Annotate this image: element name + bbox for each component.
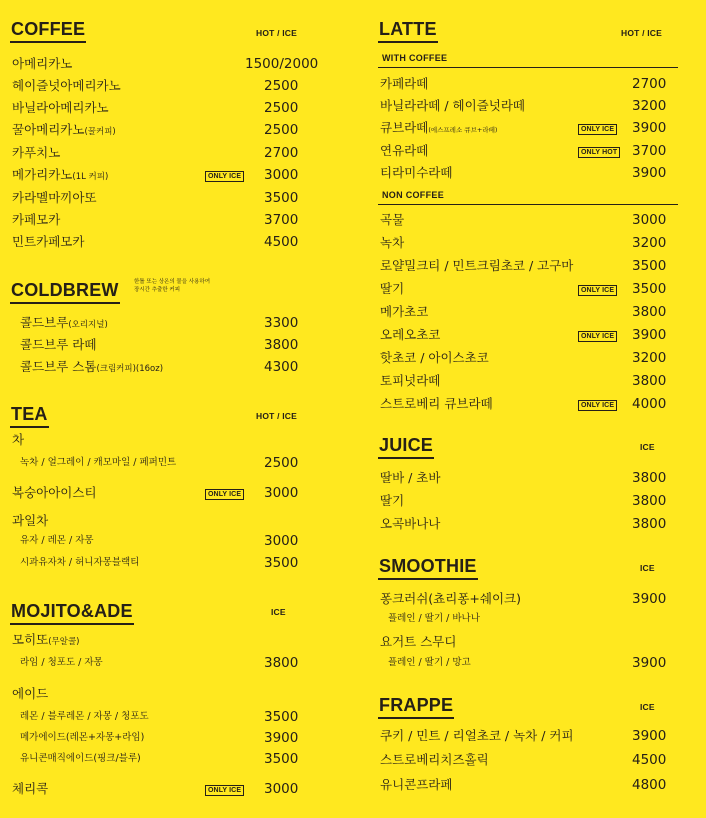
latte-temp-note: HOT / ICE xyxy=(621,28,662,38)
menu-item-price: 2700 xyxy=(264,145,299,161)
menu-item-name: 곡물 xyxy=(380,212,405,227)
menu-item-name: 바닐라라떼 / 헤이즐넛라떼 xyxy=(380,98,525,113)
tea-temp-note: HOT / ICE xyxy=(256,411,297,421)
menu-item-name: 토피넛라떼 xyxy=(380,373,441,388)
menu-item-name: 카페라떼 xyxy=(380,76,429,91)
menu-item-price: 3900 xyxy=(632,591,667,607)
menu-item-sub: 유니콘매직에이드(핑크/블루) xyxy=(20,753,141,764)
menu-item-name: 콜드브루 라떼 xyxy=(20,337,97,352)
menu-item-price: 2500 xyxy=(264,100,299,116)
menu-item-name: 오곡바나나 xyxy=(380,516,441,531)
only-ice-badge: ONLY ICE xyxy=(578,400,617,411)
menu-item-name: 핫초코 / 아이스초코 xyxy=(380,350,489,365)
menu-item-price: 3300 xyxy=(264,315,299,331)
section-title-latte: LATTE xyxy=(378,18,438,43)
menu-item-price: 3800 xyxy=(632,470,667,486)
only-ice-badge: ONLY ICE xyxy=(205,489,244,500)
only-ice-badge: ONLY ICE xyxy=(578,331,617,342)
menu-item-price: 3800 xyxy=(632,373,667,389)
menu-item-name: 체리콕 xyxy=(12,781,49,796)
mojito-temp-note: ICE xyxy=(271,607,286,617)
menu-item-name: 딸바 / 초바 xyxy=(380,470,441,485)
menu-item-price: 3900 xyxy=(632,120,667,136)
menu-item-name: 연유라떼 xyxy=(380,143,429,158)
menu-item-price: 4000 xyxy=(632,396,667,412)
menu-item-name: 헤이즐넛아메리카노 xyxy=(12,78,121,93)
menu-item-price: 3000 xyxy=(264,485,299,501)
coffee-temp-note: HOT / ICE xyxy=(256,28,297,38)
menu-item-price: 3500 xyxy=(264,555,299,571)
sub-header-non-coffee: NON COFFEE xyxy=(382,190,445,200)
menu-item-sub: 레몬 / 블루레몬 / 자몽 / 청포도 xyxy=(20,711,149,722)
menu-item-price: 3900 xyxy=(632,165,667,181)
only-ice-badge: ONLY ICE xyxy=(205,171,244,182)
menu-item-name: 과일차 xyxy=(12,513,49,528)
section-title-coffee: COFFEE xyxy=(10,18,86,43)
menu-item-sub: 플레인 / 딸기 / 바나나 xyxy=(388,613,480,624)
section-title-mojito-ade: MOJITO&ADE xyxy=(10,600,134,625)
menu-item-name: 요거트 스무디 xyxy=(380,634,457,649)
menu-item-price: 3000 xyxy=(264,781,299,797)
menu-item-price: 3500 xyxy=(264,751,299,767)
menu-item-name: 티라미수라떼 xyxy=(380,165,453,180)
menu-item-price: 3800 xyxy=(632,493,667,509)
menu-item-price: 3900 xyxy=(264,730,299,746)
menu-item-price: 3700 xyxy=(264,212,299,228)
menu-item-name: 퐁크러쉬(쵸리퐁+쉐이크) xyxy=(380,591,521,606)
only-ice-badge: ONLY ICE xyxy=(578,285,617,296)
menu-item-price: 2700 xyxy=(632,76,667,92)
menu-item-name: 바닐라아메리카노 xyxy=(12,100,109,115)
divider xyxy=(378,67,678,68)
coldbrew-caption-line-1: 한톨 또는 상온의 물을 사용하여 xyxy=(134,279,211,285)
menu-item-name: 녹차 xyxy=(380,235,405,250)
menu-item-price: 3900 xyxy=(632,655,667,671)
menu-item-name: 큐브라떼(에스프레소 큐브+라떼) xyxy=(380,120,498,135)
menu-item-name: 꿀아메리카노(꿀커피) xyxy=(12,122,116,137)
menu-item-price: 2500 xyxy=(264,78,299,94)
menu-item-name: 오레오초코 xyxy=(380,327,441,342)
menu-item-name: 민트카페모카 xyxy=(12,234,85,249)
menu-item-price: 1500/2000 xyxy=(245,56,319,72)
only-hot-badge: ONLY HOT xyxy=(578,147,620,158)
menu-item-name: 메가초코 xyxy=(380,304,429,319)
section-title-tea: TEA xyxy=(10,403,49,428)
menu-item-price: 3800 xyxy=(632,516,667,532)
only-ice-badge: ONLY ICE xyxy=(578,124,617,135)
section-title-juice: JUICE xyxy=(378,434,434,459)
menu-item-name: 카푸치노 xyxy=(12,145,61,160)
menu-item-price: 3000 xyxy=(264,533,299,549)
menu-item-price: 3900 xyxy=(632,327,667,343)
menu-item-sub: 라임 / 청포도 / 자몽 xyxy=(20,657,103,668)
menu-item-name: 카라멜마끼아또 xyxy=(12,190,97,205)
menu-item-price: 4800 xyxy=(632,777,667,793)
menu-item-sub: 메가에이드(레몬+자몽+라임) xyxy=(20,732,145,743)
menu-item-name: 콜드브루(오리지널) xyxy=(20,315,108,330)
menu-item-price: 4500 xyxy=(632,752,667,768)
menu-item-price: 3800 xyxy=(632,304,667,320)
menu-item-name: 아메리카노 xyxy=(12,56,73,71)
section-title-smoothie: SMOOTHIE xyxy=(378,555,478,580)
menu-item-name: 유니콘프라페 xyxy=(380,777,453,792)
divider xyxy=(378,204,678,205)
menu-item-sub: 시과유자차 / 허니자몽블랙티 xyxy=(20,557,140,568)
menu-item-price: 3200 xyxy=(632,98,667,114)
menu-item-price: 3200 xyxy=(632,235,667,251)
menu-item-name: 에이드 xyxy=(12,686,49,701)
menu-item-price: 3200 xyxy=(632,350,667,366)
coldbrew-caption-line-2: 장시간 추출한 커피 xyxy=(134,287,181,293)
section-title-frappe: FRAPPE xyxy=(378,694,454,719)
menu-item-price: 3500 xyxy=(264,190,299,206)
menu-item-name: 모히또(무알콜) xyxy=(12,632,80,647)
menu-item-price: 4300 xyxy=(264,359,299,375)
menu-item-price: 3500 xyxy=(632,281,667,297)
menu-item-sub: 플레인 / 딸기 / 망고 xyxy=(388,657,471,668)
menu-item-price: 3000 xyxy=(632,212,667,228)
menu-item-name: 로얄밀크티 / 민트크림초코 / 고구마 xyxy=(380,258,574,273)
menu-item-name: 차 xyxy=(12,432,25,447)
menu-item-price: 3500 xyxy=(264,709,299,725)
section-title-coldbrew: COLDBREW xyxy=(10,279,120,304)
menu-item-name: 딸기 xyxy=(380,281,405,296)
menu-item-price: 3500 xyxy=(632,258,667,274)
frappe-temp-note: ICE xyxy=(640,702,655,712)
menu-item-sub: 녹차 / 얼그레이 / 캐모마일 / 페퍼민트 xyxy=(20,457,177,468)
menu-item-name: 복숭아아이스티 xyxy=(12,485,97,500)
menu-item-name: 딸기 xyxy=(380,493,405,508)
menu-item-price: 3000 xyxy=(264,167,299,183)
menu-item-price: 3900 xyxy=(632,728,667,744)
menu-item-name: 쿠키 / 민트 / 리얼초코 / 녹차 / 커피 xyxy=(380,728,574,743)
sub-header-with-coffee: WITH COFFEE xyxy=(382,53,448,63)
menu-item-name: 스트로베리 큐브라떼 xyxy=(380,396,493,411)
menu-item-name: 메가리카노(1L 커피) xyxy=(12,167,109,182)
menu-item-price: 3800 xyxy=(264,337,299,353)
only-ice-badge: ONLY ICE xyxy=(205,785,244,796)
menu-item-name: 스트로베리치즈홀릭 xyxy=(380,752,489,767)
menu-item-price: 2500 xyxy=(264,122,299,138)
menu-item-sub: 유자 / 레몬 / 자몽 xyxy=(20,535,94,546)
menu-item-name: 카페모카 xyxy=(12,212,61,227)
menu-item-price: 3800 xyxy=(264,655,299,671)
smoothie-temp-note: ICE xyxy=(640,563,655,573)
menu-item-name: 콜드브루 스톰(크림커피)(16oz) xyxy=(20,359,164,374)
juice-temp-note: ICE xyxy=(640,442,655,452)
menu-item-price: 4500 xyxy=(264,234,299,250)
menu-item-price: 2500 xyxy=(264,455,299,471)
menu-item-price: 3700 xyxy=(632,143,667,159)
